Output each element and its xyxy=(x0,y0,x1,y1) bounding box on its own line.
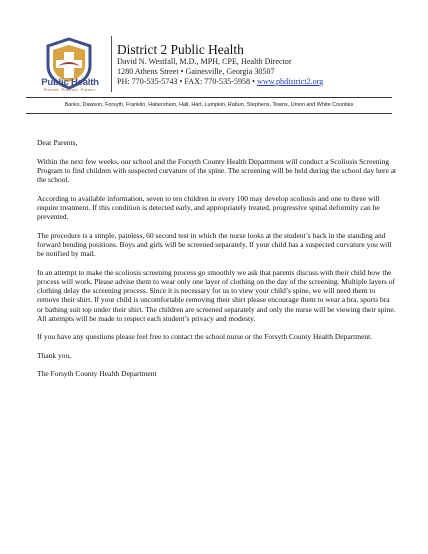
paragraph-clothing: In an attempt to make the scoliosis screening process go smoothly we ask that parents discuss with their child how the process will work. Please advise them to wear only one layer of clothing on the day of the screening. Multiple layers of clothing delay the screening process. Since it is necessary for us to view your child’s spine, we will need them to remove their shirt. If your child is uncomfortable removing their shirt please encourage them to wear a bra, sports bra or bathing suit top under their shirt. The children are screened separately and only the nurse will be viewing their spine. All attempts will be made to respect each student’s privacy and modesty. xyxy=(37,267,396,323)
header-rule-bottom xyxy=(26,113,392,114)
header-divider xyxy=(111,36,112,92)
counties-list: Banks, Dawson, Forsyth, Franklin, Habersham, Hall, Hart, Lumpkin, Rabun, Stephens, Towns, Union and White Counties xyxy=(64,102,354,108)
phone-fax-text: PH: 770-535-5743 • FAX: 770-535-5958 • xyxy=(117,77,257,86)
paragraph-intro: Within the next few weeks, our school and the Forsyth County Health Department will conduct a Scoliosis Screening Program to find children with suspected curvature of the spine. The screening will be held during the school day here at the school. xyxy=(37,156,397,184)
letter-body xyxy=(37,138,397,388)
contact-line xyxy=(117,77,323,87)
paragraph-procedure: The procedure is a simple, painless, 60 second test in which the nurse looks at the student’s back in the standing and forward bending positions. Boys and girls will be screened separately. If your child has a suspected curvature you will be notified by mail. xyxy=(37,230,392,258)
logo-wordmark xyxy=(34,78,106,93)
director-line: David N. Westfall, M.D., MPH, CPE, Health Director xyxy=(117,57,292,66)
website-link[interactable]: www.phdistrict2.org xyxy=(256,77,324,86)
organization-title: District 2 Public Health xyxy=(117,42,244,57)
address-line: 1280 Athens Street • Gainesville, Georgia 30507 xyxy=(117,67,275,76)
closing: Thank you, xyxy=(37,350,72,360)
header-rule-top xyxy=(26,97,392,98)
logo-name: Public Health xyxy=(41,77,99,88)
letterhead-text xyxy=(117,42,323,87)
salutation: Dear Parents, xyxy=(37,138,78,147)
logo-tagline: Prevent. Promote. Protect. xyxy=(43,88,97,92)
paragraph-statistics: According to available information, seven to ten children in every 100 may develop scoliosis and one to three will require treatment. If this condition is detected early, and appropriately treated, progressive spinal deformity can be prevented. xyxy=(37,193,380,221)
paragraph-questions: If you have any questions please feel free to contact the school nurse or the Forsyth County Health Department. xyxy=(37,332,373,342)
signature: The Forsyth County Health Department xyxy=(37,369,157,379)
